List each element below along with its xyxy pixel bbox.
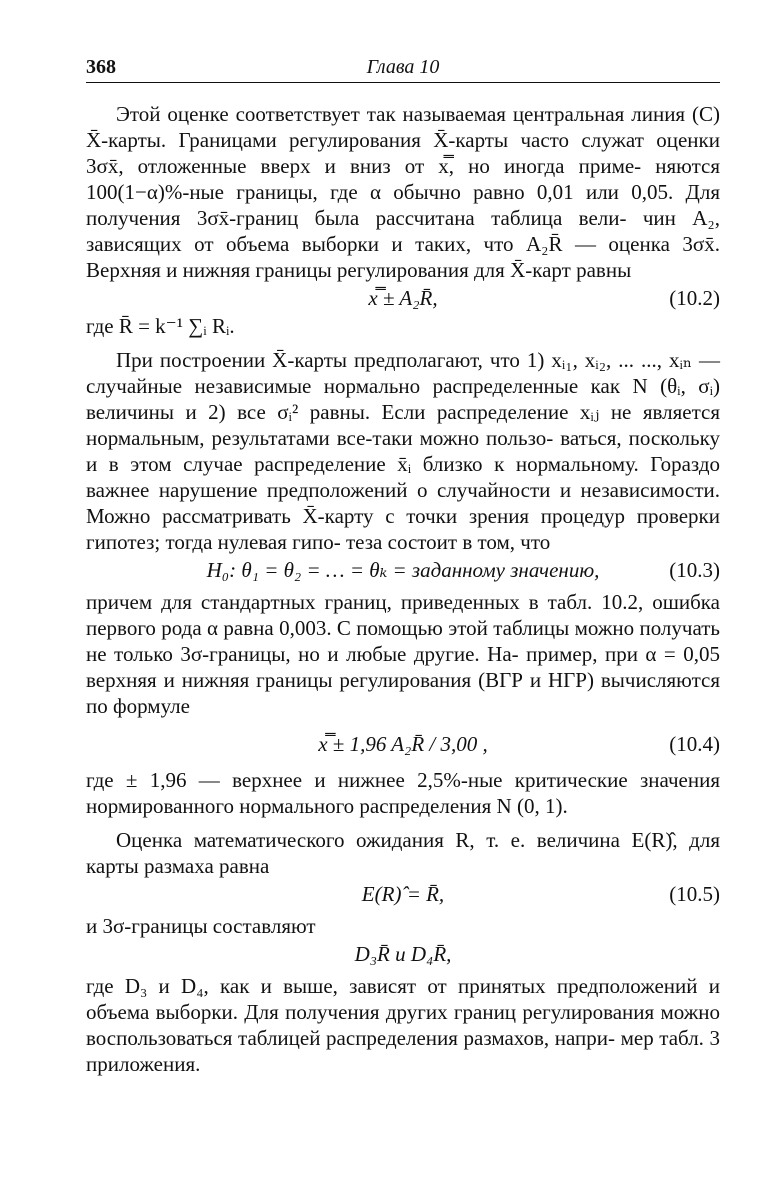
text-line: Оценка математического ожидания R, т. е. величина E(R)̂, (116, 828, 678, 852)
paragraph-2 (86, 347, 720, 555)
equation-number: (10.5) (669, 882, 720, 906)
paragraph-5 (86, 827, 720, 879)
text-line: для карты размаха равна (86, 828, 720, 878)
text-line: ошибка первого рода α равна 0,003. С помощью этой таблицы (86, 590, 721, 640)
page-number: 368 (86, 56, 116, 78)
paragraph-6: и 3σ-границы составляют (86, 914, 316, 938)
formula-expression: x̿ ± 1,96 A₂R̄ / 3,00 , (318, 732, 488, 756)
text-line: мер табл. 3 приложения. (86, 1026, 721, 1076)
text-line: где D₃ и D₄, как и выше, зависят от принятых предположений и (86, 974, 720, 998)
text-line: 3σx̄. Верхняя и нижняя границы регулирования для X̄-карт (86, 232, 720, 282)
formula-expression: E(R)̂ = R̄, (361, 882, 445, 906)
formula-10-5 (86, 881, 720, 911)
formula-d-limits (86, 941, 720, 971)
equation-number: (10.3) (669, 558, 720, 582)
text-line: равны (576, 258, 632, 282)
text-line: оценки 3σx̄, отложенные вверх и вниз от x̿, но иногда приме- (86, 128, 720, 178)
text-line: Этой оценке соответствует так называемая центральная линия (116, 102, 686, 126)
formula-10-4 (86, 721, 720, 765)
paragraph-3 (86, 589, 720, 719)
formula-10-2 (86, 285, 720, 315)
text-line: где ± 1,96 — верхнее и нижнее 2,5%-ные критические значения (86, 768, 720, 792)
equation-number: (10.4) (669, 732, 720, 756)
text-line: нормированного нормального распределения N (0, 1). (86, 794, 568, 818)
running-head-chapter: Глава 10 (366, 56, 440, 78)
formula-10-3 (86, 557, 720, 587)
text-line: теза состоит в том, что (346, 530, 551, 554)
text-line: ..., xᵢₙ — случайные независимые нормально распределенные как (86, 348, 721, 398)
text-line: (C) X̄-карты. Границами регулирования X̄-карты часто служат (86, 102, 720, 152)
paragraph-1 (86, 101, 720, 283)
page-header (86, 56, 720, 83)
text-line: причем для стандартных границ, приведенных в табл. 10.2, (86, 590, 644, 614)
equation-number: (10.2) (669, 286, 720, 310)
text-line: При построении X̄-карты предполагают, что 1) xᵢ₁, xᵢ₂, ... (116, 348, 635, 372)
book-page (86, 56, 720, 1077)
text-line: объема выборки. Для получения других границ регулирования (86, 1000, 655, 1024)
formula-expression: x̿ ± A₂R̄, (368, 286, 438, 310)
text-line: не является нормальным, результатами все-таки можно пользо- (86, 400, 721, 450)
text-line: няются 100(1−α)%-ные границы, где α обычно равно 0,01 или (86, 154, 720, 204)
text-line: с точки зрения процедур проверки гипотез; тогда нулевая гипо- (86, 504, 721, 554)
text-line: можно получать не только 3σ-границы, но и любые другие. На- (86, 616, 721, 666)
text-line: ваться, поскольку и в этом случае распределение x̄ᵢ близко (86, 426, 721, 476)
text-line: о случайности и независимости. Можно рассматривать X̄-карту (86, 478, 720, 528)
paragraph-7 (86, 973, 720, 1077)
paragraph-4 (86, 767, 720, 819)
text-line: (ВГР и НГР) вычисляются по формуле (86, 668, 720, 718)
text-line: N (θᵢ, σᵢ) величины и 2) все σᵢ² равны. Если распределение xᵢⱼ (86, 374, 720, 424)
formula-expression: H₀: θ₁ = θ₂ = … = θₖ = заданному значению, (206, 558, 600, 582)
text-line: можно воспользоваться таблицей распределения размахов, напри- (86, 1000, 720, 1050)
formula-expression: D₃R̄ и D₄R̄, (354, 942, 452, 966)
text-line: 0,05. Для получения 3σx̄-границ была рассчитана таблица вели- (86, 180, 720, 230)
text-line: к нормальному. Гораздо важнее нарушение предположений (86, 452, 721, 502)
text-line: чин A₂, зависящих от объема выборки и таких, что A₂R̄ — оценка (86, 206, 720, 256)
body-text (86, 101, 720, 1077)
where-clause: где R̄ = k⁻¹ ∑ᵢ Rᵢ. (86, 314, 235, 338)
text-line: пример, при α = 0,05 верхняя и нижняя границы регулирования (86, 642, 720, 692)
